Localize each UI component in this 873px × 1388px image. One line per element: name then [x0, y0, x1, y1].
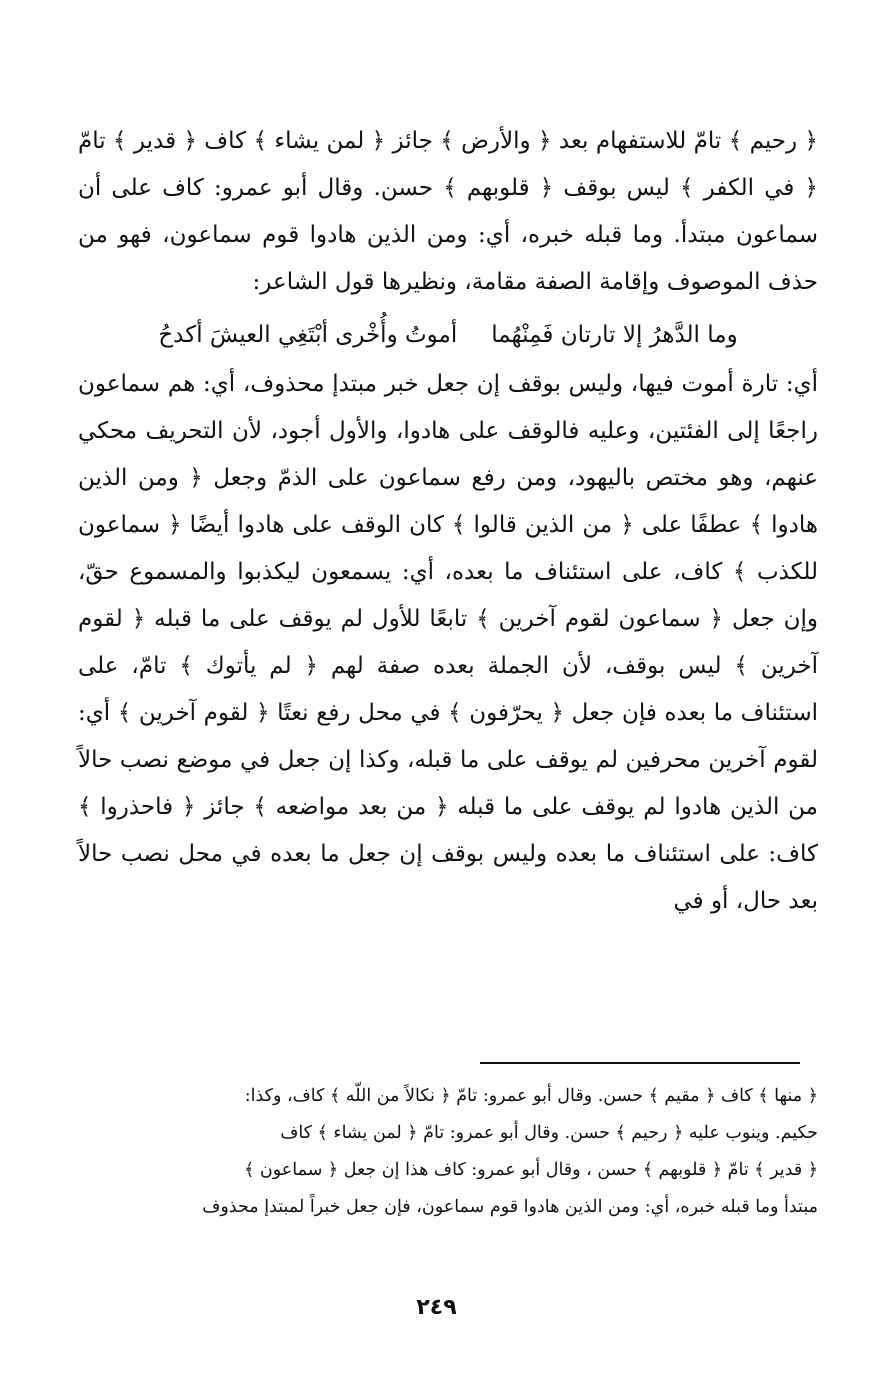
footnotes-block — [78, 1078, 818, 1226]
paragraph-1: ﴿ رحيم ﴾ تامّ للاستفهام بعد ﴿ والأرض ﴾ جائز ﴿ لمن يشاء ﴾ كاف ﴿ قدير ﴾ تامّ ﴿ في الكفر ﴾ ليس بوقف ﴿ قلوبهم ﴾ حسن. وقال أبو عمرو: كاف على أن سماعون مبتدأ. وما قبله خبره، أي: ومن الذين هادوا قوم سماعون، فهو من حذف الموصوف وإقامة الصفة مقامة، ونظيرها قول الشاعر: — [78, 128, 818, 295]
footnote-line-3: ﴿ قدير ﴾ تامّ ﴿ قلوبهم ﴾ حسن ، وقال أبو عمرو: كاف هذا إن جعل ﴿ سماعون ﴾ — [244, 1160, 818, 1180]
paragraph-2: أي: تارة أموت فيها، وليس بوقف إن جعل خبر مبتدإ محذوف، أي: هم سماعون راجعًا إلى الفئتين، وعليه فالوقف على هادوا، والأول أجود، لأن التحريف محكي عنهم، وهو مختص باليهود، ومن رفع سماعون على الذمّ وجعل ﴿ ومن الذين هادوا ﴾ عطفًا على ﴿ من الذين قالوا ﴾ كان الوقف على هادوا أيضًا ﴿ سماعون للكذب ﴾ كاف، على استئناف ما بعده، أي: يسمعون ليكذبوا والمسموع حقّ، وإن جعل ﴿ سماعون لقوم آخرين ﴾ تابعًا للأول لم يوقف على ما قبله ﴿ لقوم آخرين ﴾ ليس بوقف، لأن الجملة بعده صفة لهم ﴿ لم يأتوك ﴾ تامّ، على استئناف ما بعده فإن جعل ﴿ يحرّفون ﴾ في محل رفع نعتًا ﴿ لقوم آخرين ﴾ أي: لقوم آخرين محرفين لم يوقف على ما قبله، وكذا إن جعل في موضع نصب حالاً من الذين هادوا لم يوقف على ما قبله ﴿ من بعد مواضعه ﴾ جائز ﴿ فاحذروا ﴾ كاف: على استئناف ما بعده وليس بوقف إن جعل ما بعده في محل نصب حالاً بعد حال، أو في — [78, 371, 819, 914]
footnote-separator — [480, 1062, 800, 1064]
page-number: ٢٤٩ — [416, 1295, 457, 1320]
poetry-verse — [78, 312, 818, 359]
main-text-block — [78, 118, 818, 925]
footnote-line-4: مبتدأ وما قبله خبره، أي: ومن الذين هادوا قوم سماعون، فإن جعل خبراً لمبتدإ محذوف — [202, 1197, 818, 1217]
footnote-line-1: ﴿ منها ﴾ كاف ﴿ مقيم ﴾ حسن. وقال أبو عمرو: تامّ ﴿ نكالاً من اللّه ﴾ كاف، وكذا: — [244, 1086, 818, 1106]
footnote-line-2: حكيم. وينوب عليه ﴿ رحيم ﴾ حسن. وقال أبو عمرو: تامّ ﴿ لمن يشاء ﴾ كاف — [280, 1123, 818, 1143]
verse-second-hemistich: أموتُ وأُخْرى أبْتَغِي العيشَ أكدحُ — [158, 322, 458, 348]
verse-first-hemistich: وما الدَّهرُ إلا تارتان فَمِنْهُما — [491, 322, 738, 348]
